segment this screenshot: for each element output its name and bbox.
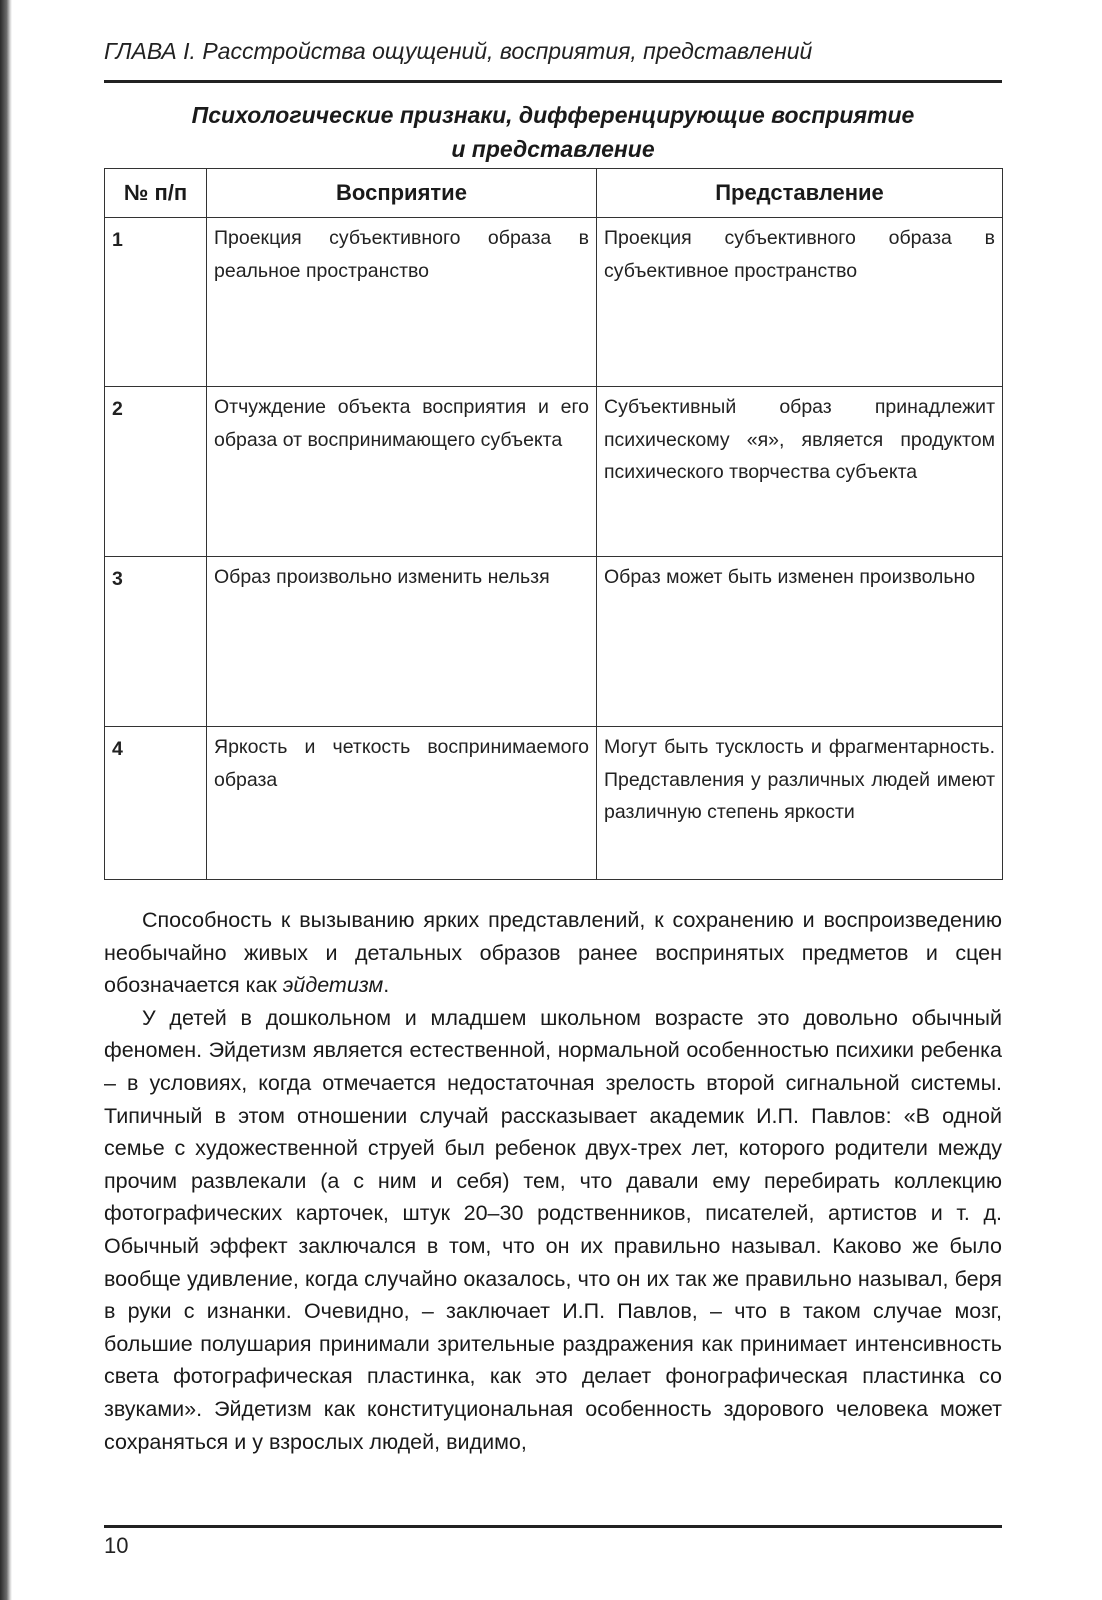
table-row [105, 387, 1003, 557]
header-perception: Восприятие [207, 169, 597, 218]
page-binding-shadow [0, 0, 12, 1600]
table-row [105, 557, 1003, 727]
term-eidetism: эйдетизм [282, 973, 384, 998]
perception-cell: Отчуждение объекта восприятия и его образа от воспринимающего субъекта [207, 387, 597, 557]
header-num: № п/п [105, 169, 207, 218]
running-head: ГЛАВА I. Расстройства ощущений, восприятия, представлений [104, 38, 813, 64]
header-rule [104, 80, 1002, 83]
header-representation: Представление [597, 169, 1003, 218]
row-number: 2 [105, 387, 207, 557]
row-number: 1 [105, 218, 207, 387]
footer-rule [104, 1525, 1002, 1528]
comparison-table [104, 168, 1003, 880]
paragraph-pavlov-case: У детей в дошкольном и младшем школьном возрасте это довольно обычный феномен. Эйдетизм является естественной, нормальной особенностью психики ребенка – в условиях, когда отмечается недостаточная зрелость второй сигнальной системы. Типичный в этом отношении случай рассказывает академик И.П. Павлов: «В одной семье с художественной струей был ребенок двух-трех лет, которого родители между прочим развлекали (а с ним и себя) тем, что давали ему перебирать коллекцию фотографических карточек, штук 20–30 родственников, писателей, артистов и т. д. Обычный эффект заключался в том, что он их правильно называл. Каково же было вообще удивление, когда случайно оказалось, что он их так же правильно называл, беря в руки с изнанки. Очевидно, – заключает И.П. Павлов, – что в таком случае мозг, большие полушария принимали зрительные раздражения как принимает интенсивность света фотографическая пластинка, как это делает фонографическая пластинка со звуками». Эйдетизм как конституциональная особенность здорового человека может сохраняться и у взрослых людей, видимо, [104, 1005, 1002, 1454]
perception-cell: Образ произвольно изменить нельзя [207, 557, 597, 727]
table-row [105, 727, 1003, 880]
body-text [104, 904, 1002, 1458]
paragraph-eidetism-definition [104, 904, 1002, 1002]
paragraph-text: Способность к вызыванию ярких представлений, к сохранению и воспроизведению необычайно живых и детальных образов ранее воспринятых предметов и сцен обозначается как [104, 908, 1002, 998]
perception-cell: Яркость и четкость воспринимаемого образа [207, 727, 597, 880]
row-number: 3 [105, 557, 207, 727]
paragraph-end: . [383, 973, 390, 998]
row-number: 4 [105, 727, 207, 880]
representation-cell: Образ может быть изменен произвольно [597, 557, 1003, 727]
perception-cell: Проекция субъективного образа в реальное пространство [207, 218, 597, 387]
table-title-line-1: Психологические признаки, дифференцирующие восприятие [191, 102, 915, 128]
representation-cell: Проекция субъективного образа в субъективное пространство [597, 218, 1003, 387]
representation-cell: Могут быть тусклость и фрагментарность. Представления у различных людей имеют различную степень яркости [597, 727, 1003, 880]
table-title-line-2: и представление [451, 136, 655, 162]
table-header-row [105, 169, 1003, 218]
page-number: 10 [104, 1533, 129, 1558]
table-row [105, 218, 1003, 387]
table-title [104, 98, 1002, 166]
representation-cell: Субъективный образ принадлежит психическому «я», является продуктом психического творчества субъекта [597, 387, 1003, 557]
